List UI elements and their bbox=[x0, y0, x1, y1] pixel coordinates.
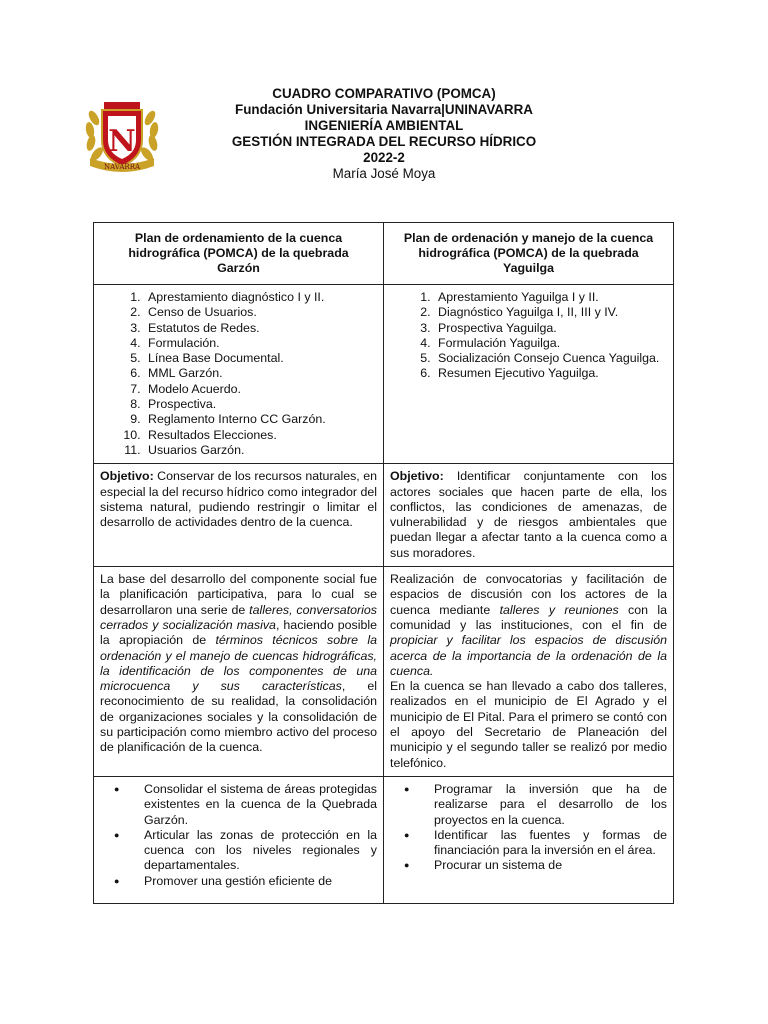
col2-header: Plan de ordenación y manejo de la cuenca hidrográfica (POMCA) de la quebrada Yaguilga bbox=[384, 223, 674, 285]
period: 2022-2 bbox=[363, 150, 405, 165]
doc-title: CUADRO COMPARATIVO (POMCA) bbox=[272, 86, 496, 101]
col1-bullet-cell bbox=[94, 776, 384, 903]
list-item: 10. Resultados Elecciones. bbox=[144, 428, 377, 443]
list-item: 1. Aprestamiento diagnóstico I y II. bbox=[144, 290, 377, 305]
list-item: 3. Estatutos de Redes. bbox=[144, 321, 377, 336]
list-item: 3. Prospectiva Yaguilga. bbox=[434, 321, 667, 336]
svg-text:N: N bbox=[108, 124, 136, 159]
institution: Fundación Universitaria Navarra|UNINAVARRA bbox=[235, 102, 533, 117]
list-item: 6. MML Garzón. bbox=[144, 366, 377, 381]
list-item: 7. Modelo Acuerdo. bbox=[144, 382, 377, 397]
list-item: 5. Línea Base Documental. bbox=[144, 351, 377, 366]
col2-bullet-cell bbox=[384, 776, 674, 903]
document-header bbox=[0, 86, 768, 182]
list-item: 5. Socialización Consejo Cuenca Yaguilga. bbox=[434, 351, 667, 366]
bullet-item: ● Articular las zonas de protección en la cuenca con los niveles regionales y departamentales. bbox=[144, 828, 377, 874]
program: INGENIERÍA AMBIENTAL bbox=[304, 118, 464, 133]
bullet-item: ● Consolidar el sistema de áreas protegidas existentes en la cuenca de la Quebrada Garzón. bbox=[144, 782, 377, 828]
list-item: 8. Prospectiva. bbox=[144, 397, 377, 412]
col2-social-component: Realización de convocatorias y facilitación de espacios de discusión con los actores de la cuenca mediante talleres y reuniones con la comunidad y las instituciones, con el fin de propiciar y facilitar los espacios de discusión acerca de la importancia de la ordenación de la cuenca. En la cuenca se han llevado a cabo dos talleres, realizados en el municipio de El Agrado y el municipio de El Pital. Para el primero se contó con el apoyo del Secretario de Planeación del municipio y el segundo taller se realizó por medio telefónico. bbox=[384, 567, 674, 777]
comparison-table bbox=[93, 222, 674, 904]
list-item: 2. Censo de Usuarios. bbox=[144, 305, 377, 320]
list-item: 1. Aprestamiento Yaguilga I y II. bbox=[434, 290, 667, 305]
bullet-item: ● Promover una gestión eficiente de bbox=[144, 874, 377, 889]
author: María José Moya bbox=[332, 166, 436, 181]
list-item: 4. Formulación Yaguilga. bbox=[434, 336, 667, 351]
table-header-row bbox=[94, 223, 674, 285]
col1-document-list bbox=[94, 285, 384, 464]
col2-document-list bbox=[384, 285, 674, 464]
bullet-item: ● Identificar las fuentes y formas de financiación para la inversión en el área. bbox=[434, 828, 667, 859]
list-item: 2. Diagnóstico Yaguilga I, II, III y IV. bbox=[434, 305, 667, 320]
course: GESTIÓN INTEGRADA DEL RECURSO HÍDRICO bbox=[231, 134, 537, 149]
col1-social-component: La base del desarrollo del componente social fue la planificación participativa, para lo cual se desarrollaron una serie de talleres, conversatorios cerrados y socialización masiva, haciendo posible la apropiación de términos técnicos sobre la ordenación y el manejo de cuencas hidrográficas, la identificación de los componentes de una microcuenca y sus características, el reconocimiento de su realidad, la consolidación de organizaciones sociales y la consolidación de su participación como miembro activo del proceso de planificación de la cuenca. bbox=[94, 567, 384, 777]
list-item: 11. Usuarios Garzón. bbox=[144, 443, 377, 458]
table-row bbox=[94, 776, 674, 903]
svg-text:NAVARRA: NAVARRA bbox=[103, 163, 141, 171]
list-item: 4. Formulación. bbox=[144, 336, 377, 351]
list-item: 6. Resumen Ejecutivo Yaguilga. bbox=[434, 366, 667, 381]
bullet-item: ● Programar la inversión que ha de realizarse para el desarrollo de los proyectos en la cuenca. bbox=[434, 782, 667, 828]
list-item: 9. Reglamento Interno CC Garzón. bbox=[144, 412, 377, 427]
col1-header: Plan de ordenamiento de la cuenca hidrográfica (POMCA) de la quebrada Garzón bbox=[94, 223, 384, 285]
table-row bbox=[94, 285, 674, 464]
col2-objective: Objetivo: Identificar conjuntamente con los actores sociales que hacen parte de ella, los conflictos, las condiciones de amenazas, de vulnerabilidad y de riesgos ambientales que puedan llegar a afectar tanto a la cuenca como a sus moradores. bbox=[384, 464, 674, 567]
table-row bbox=[94, 567, 674, 777]
table-row bbox=[94, 464, 674, 567]
col1-objective: Objetivo: Conservar de los recursos naturales, en especial la del recurso hídrico como integrador del sistema natural, pudiendo restringir o limitar el desarrollo de actividades dentro de la cuenca. bbox=[94, 464, 384, 567]
bullet-item: ● Procurar un sistema de bbox=[434, 858, 667, 873]
